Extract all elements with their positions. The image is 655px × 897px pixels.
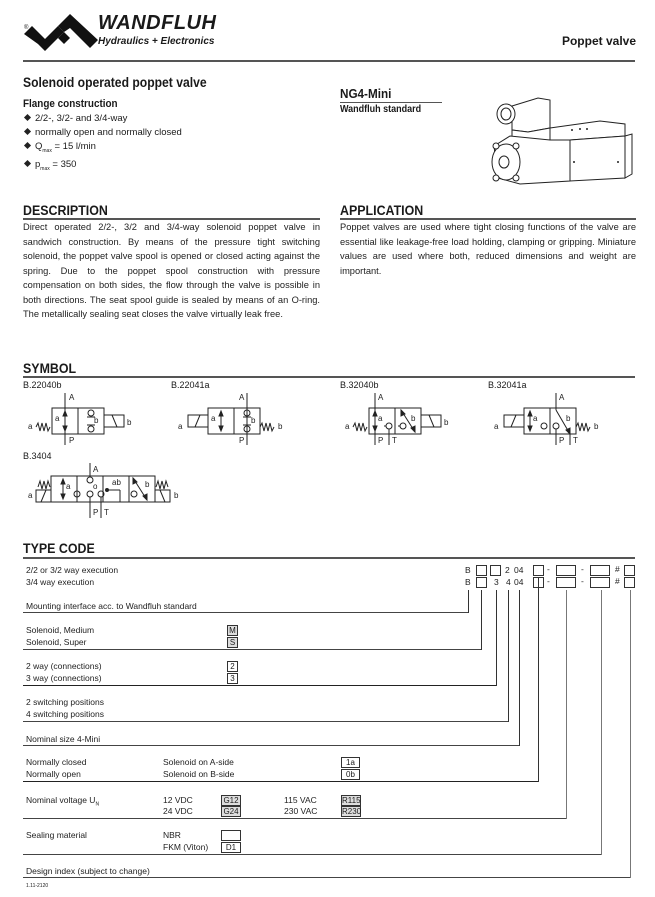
svg-text:P: P (69, 436, 75, 445)
sealing-connector (601, 590, 602, 855)
svg-text:A: A (239, 393, 245, 402)
svg-text:A: A (378, 393, 384, 402)
svg-text:a: a (66, 482, 71, 491)
wandfluh-logo-icon (24, 14, 98, 52)
svg-text:a: a (55, 414, 60, 423)
solenoid-line (23, 649, 482, 650)
code-2way: 2 (227, 661, 238, 672)
feature-item-pmax: $p_{max} = 350$ (23, 158, 182, 176)
svg-text:a: a (345, 422, 350, 431)
product-title: Solenoid operated poppet valve (23, 75, 207, 90)
dash: - (581, 576, 584, 586)
voltage-24vdc: 24 VDC (163, 806, 193, 816)
sealing-nbr: NBR (163, 830, 181, 840)
nominal-size-label: Nominal size 4-Mini (26, 734, 101, 744)
symbol-code-b22040b: B.22040b (23, 380, 62, 390)
voltage-connector (566, 590, 567, 819)
design-index-connector (630, 590, 631, 878)
brand-name: WANDFLUH (98, 12, 217, 34)
voltage-label: Nominal voltage $U_N$ (26, 795, 100, 808)
svg-text:T: T (573, 436, 578, 445)
code-box-wide (590, 577, 610, 588)
svg-text:o: o (93, 482, 98, 491)
type-code-divider (23, 557, 635, 559)
code-s: S (227, 637, 238, 648)
valve-product-illustration (490, 96, 640, 188)
code-0b: 0b (341, 769, 360, 780)
code-box-wide (556, 577, 576, 588)
code-nbr (221, 830, 241, 841)
4-positions-label: 4 switching positions (26, 709, 104, 719)
svg-text:A: A (93, 465, 99, 474)
type-code-heading: TYPE CODE (23, 541, 95, 556)
code-m: M (227, 625, 238, 636)
svg-text:b: b (94, 416, 99, 425)
feature-item: 2/2-, 3/2- and 3/4-way (23, 112, 182, 126)
svg-text:b: b (127, 418, 132, 427)
document-number: 1.11-2120 (26, 883, 49, 889)
diamond-bullet-icon (24, 160, 31, 167)
code-box (476, 577, 487, 588)
size-connector (519, 590, 520, 746)
positions-connector (508, 590, 509, 722)
standard-label: Wandfluh standard (340, 104, 422, 115)
application-heading: APPLICATION (340, 203, 424, 218)
code-g24: G24 (221, 806, 241, 817)
code-g12: G12 (221, 795, 241, 806)
code-box (624, 577, 635, 588)
symbol-code-b22041a: B.22041a (171, 380, 210, 390)
svg-text:a: a (533, 414, 538, 423)
3way-label: 3 way (connections) (26, 673, 102, 683)
code-r230: R230 (342, 807, 362, 816)
solenoid-connector (481, 590, 482, 650)
mounting-label: Mounting interface acc. to Wandfluh standard (26, 601, 197, 611)
normally-closed-label: Normally closed (26, 757, 87, 767)
code-1a: 1a (341, 757, 360, 768)
symbol-heading: SYMBOL (23, 361, 77, 376)
code-d1: D1 (221, 842, 241, 853)
voltage-line (23, 818, 567, 819)
function-connector (538, 577, 539, 782)
code-04: 04 (514, 565, 524, 575)
symbol-code-b32040b: B.32040b (340, 380, 379, 390)
application-text: Poppet valves are used where tight closing functions of the valve are essential like leakage-free load holding, clamping or gripping. Miniature values are used where both, reduced dimensions and weight are important. (340, 222, 636, 276)
diamond-bullet-icon (24, 114, 31, 121)
svg-text:a: a (378, 414, 383, 423)
hydraulic-symbol-b22040b-icon (28, 393, 138, 445)
solenoid-super-label: Solenoid, Super (26, 637, 87, 647)
svg-text:A: A (69, 393, 75, 402)
svg-text:b: b (594, 422, 599, 431)
code-b-1: B (465, 565, 471, 575)
design-index-line (23, 877, 631, 878)
positions-line (23, 721, 509, 722)
code-box (533, 565, 544, 576)
dash: - (581, 564, 584, 574)
svg-text:P: P (93, 508, 99, 517)
product-subtitle: Flange construction (23, 98, 118, 110)
normally-open-label: Normally open (26, 769, 81, 779)
header-divider (23, 60, 635, 62)
svg-text:a: a (178, 422, 183, 431)
voltage-230vac: 230 VAC (284, 806, 318, 816)
code-3way: 3 (227, 673, 238, 684)
svg-text:b: b (444, 418, 449, 427)
svg-text:T: T (104, 508, 109, 517)
mounting-line (23, 612, 469, 613)
hydraulic-symbol-b22041a-icon (178, 393, 288, 445)
sealing-fkm: FKM (Viton) (163, 842, 209, 852)
row-34way-label: 3/4 way execution (26, 577, 95, 587)
document-category: Poppet valve (561, 34, 636, 48)
hydraulic-symbol-b3404-icon (28, 463, 193, 518)
symbol-code-b32041a: B.32041a (488, 380, 527, 390)
design-index-label: Design index (subject to change) (26, 866, 150, 876)
svg-text:b: b (174, 491, 179, 500)
diamond-bullet-icon (24, 128, 31, 135)
svg-text:a: a (28, 422, 33, 431)
code-box-wide (590, 565, 610, 576)
symbol-divider (23, 376, 635, 378)
code-3: 3 (494, 577, 499, 587)
row-2way-label: 2/2 or 3/2 way execution (26, 565, 119, 575)
svg-text:P: P (239, 436, 245, 445)
svg-text:T: T (392, 436, 397, 445)
svg-text:ab: ab (112, 478, 121, 487)
svg-text:a: a (28, 491, 33, 500)
code-r115: R115 (342, 796, 361, 805)
svg-text:P: P (559, 436, 565, 445)
size-underline (340, 102, 442, 103)
ways-connector (496, 590, 497, 686)
svg-text:b: b (411, 414, 416, 423)
code-2: 2 (505, 565, 510, 575)
sealing-line (23, 854, 602, 855)
solenoid-medium-label: Solenoid, Medium (26, 625, 95, 635)
nominal-size: NG4-Mini (340, 86, 392, 101)
svg-text:b: b (566, 414, 571, 423)
feature-item-qmax: $Q_{max} = 15$ l/min (23, 140, 182, 158)
svg-text:a: a (494, 422, 499, 431)
ways-line (23, 685, 497, 686)
description-text: Direct operated 2/2-, 3/2 and 3/4-way solenoid poppet valve in sandwich construction. By means of the pressure tight switching solenoid, the poppet valve spool is opened or closed acting against the spring. Due to the poppet spool construction with pressure compensation on both sides, the flow through the valve is possible in both directions. The seat spool guide is sealed by means of an O-ring. The metallically sealing seat closes the valve virtually leak free. (23, 222, 320, 319)
svg-text:A: A (559, 393, 565, 402)
code-box-wide (556, 565, 576, 576)
hydraulic-symbol-b32041a-icon (494, 393, 609, 445)
code-box (490, 565, 501, 576)
svg-text:P: P (378, 436, 384, 445)
2way-label: 2 way (connections) (26, 661, 102, 671)
dash: - (547, 576, 550, 586)
code-box (476, 565, 487, 576)
svg-text:b: b (145, 480, 150, 489)
code-4: 4 (506, 577, 511, 587)
svg-text:b: b (251, 416, 256, 425)
registered-mark: ® (24, 25, 29, 31)
diamond-bullet-icon (24, 142, 31, 149)
function-line (23, 781, 539, 782)
voltage-115vac: 115 VAC (284, 795, 317, 805)
voltage-12vdc: 12 VDC (163, 795, 193, 805)
feature-list (23, 112, 182, 176)
code-b-2: B (465, 577, 471, 587)
svg-text:b: b (278, 422, 283, 431)
code-box (624, 565, 635, 576)
svg-text:a: a (211, 414, 216, 423)
size-line (23, 745, 520, 746)
symbol-code-b3404: B.3404 (23, 451, 52, 461)
mounting-connector (468, 590, 469, 613)
description-heading: DESCRIPTION (23, 203, 108, 218)
feature-item: normally open and normally closed (23, 126, 182, 140)
sealing-label: Sealing material (26, 830, 87, 840)
dash: - (547, 564, 550, 574)
brand-tagline: Hydraulics + Electronics (98, 36, 215, 47)
hash: # (615, 576, 620, 586)
hydraulic-symbol-b32040b-icon (345, 393, 460, 445)
2-positions-label: 2 switching positions (26, 697, 104, 707)
hash: # (615, 564, 620, 574)
code-04: 04 (514, 577, 524, 587)
solenoid-b-side-label: Solenoid on B-side (163, 769, 235, 779)
solenoid-a-side-label: Solenoid on A-side (163, 757, 234, 767)
